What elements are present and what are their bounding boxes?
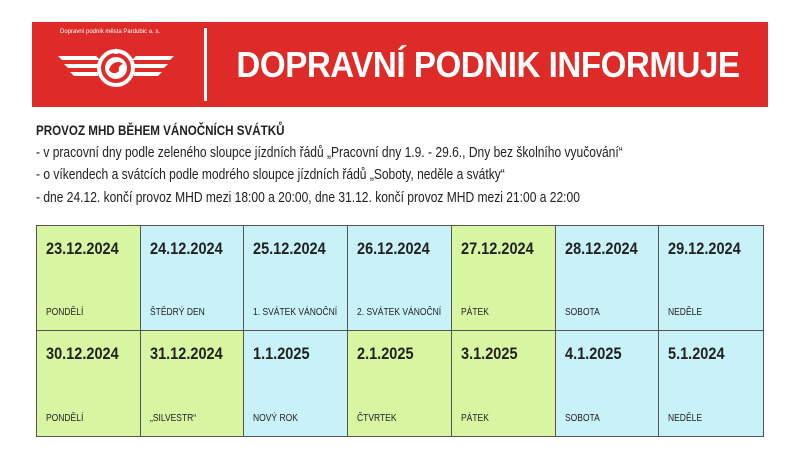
calendar-day-label: ČTVRTEK	[357, 413, 397, 424]
calendar-date: 31.12.2024	[149, 345, 223, 363]
calendar-cell	[556, 226, 660, 331]
header-banner	[32, 22, 768, 107]
calendar-cell	[452, 331, 556, 436]
calendar-cell	[659, 226, 763, 331]
info-line-weekdays: - v pracovní dny podle zeleného sloupce jízdních řádů „Pracovní dny 1.9. - 29.6., Dny bez školního vyučování“	[36, 144, 623, 161]
calendar-cell	[348, 331, 452, 436]
winged-wheel-logo-icon	[56, 44, 176, 94]
calendar-date: 27.12.2024	[460, 240, 534, 258]
calendar-day-label: PONDĚLÍ	[46, 413, 84, 424]
calendar-cell	[37, 331, 141, 436]
calendar-day-label: PONDĚLÍ	[46, 307, 84, 318]
calendar-cell	[244, 331, 348, 436]
company-name: Dopravní podnik města Pardubic a. s.	[60, 29, 161, 35]
calendar-date: 28.12.2024	[564, 240, 638, 258]
banner-divider	[204, 28, 207, 101]
calendar-day-label: NEDĚLE	[668, 413, 703, 424]
calendar-day-label: 1. SVÁTEK VÁNOČNÍ	[253, 307, 338, 318]
calendar-date: 1.1.2025	[253, 345, 310, 363]
calendar-day-label: NEDĚLE	[668, 307, 703, 318]
calendar-day-label: „SILVESTR“	[149, 413, 196, 424]
calendar-day-label: SOBOTA	[564, 413, 600, 424]
company-logo	[32, 22, 202, 107]
calendar-date: 29.12.2024	[668, 240, 741, 258]
calendar-date: 2.1.2025	[357, 345, 414, 363]
info-line-end-times: - dne 24.12. končí provoz MHD mezi 18:00 a 20:00, dne 31.12. končí provoz MHD mezi 21:00 a 22:00	[36, 189, 580, 206]
calendar-cell	[37, 226, 141, 331]
calendar-day-label: SOBOTA	[564, 307, 600, 318]
calendar-cell	[348, 226, 452, 331]
calendar-day-label: ŠTĚDRÝ DEN	[149, 307, 205, 318]
calendar-date: 30.12.2024	[46, 345, 119, 363]
calendar-cell	[659, 331, 763, 436]
calendar-cell	[141, 331, 245, 436]
calendar-date: 25.12.2024	[253, 240, 327, 258]
calendar-date: 26.12.2024	[357, 240, 430, 258]
calendar-cell	[452, 226, 556, 331]
info-line-weekends: - o víkendech a svátcích podle modrého sloupce jízdních řádů „Soboty, neděle a svátky“	[36, 167, 505, 183]
calendar-date: 5.1.2024	[668, 345, 725, 363]
info-section	[36, 119, 776, 209]
calendar-day-label: PÁTEK	[460, 307, 489, 318]
calendar-day-label: 2. SVÁTEK VÁNOČNÍ	[357, 307, 442, 318]
calendar-date: 23.12.2024	[46, 240, 119, 258]
calendar-cell	[556, 331, 660, 436]
calendar-date: 4.1.2025	[564, 345, 622, 363]
info-title: PROVOZ MHD BĚHEM VÁNOČNÍCH SVÁTKŮ	[36, 122, 285, 138]
holiday-calendar-grid	[36, 225, 764, 437]
calendar-cell	[244, 226, 348, 331]
calendar-cell	[141, 226, 245, 331]
calendar-date: 24.12.2024	[149, 240, 223, 258]
calendar-day-label: NOVÝ ROK	[253, 413, 299, 424]
calendar-day-label: PÁTEK	[460, 413, 489, 424]
page-title: DOPRAVNÍ PODNIK INFORMUJE	[236, 43, 740, 85]
calendar-date: 3.1.2025	[460, 345, 518, 363]
